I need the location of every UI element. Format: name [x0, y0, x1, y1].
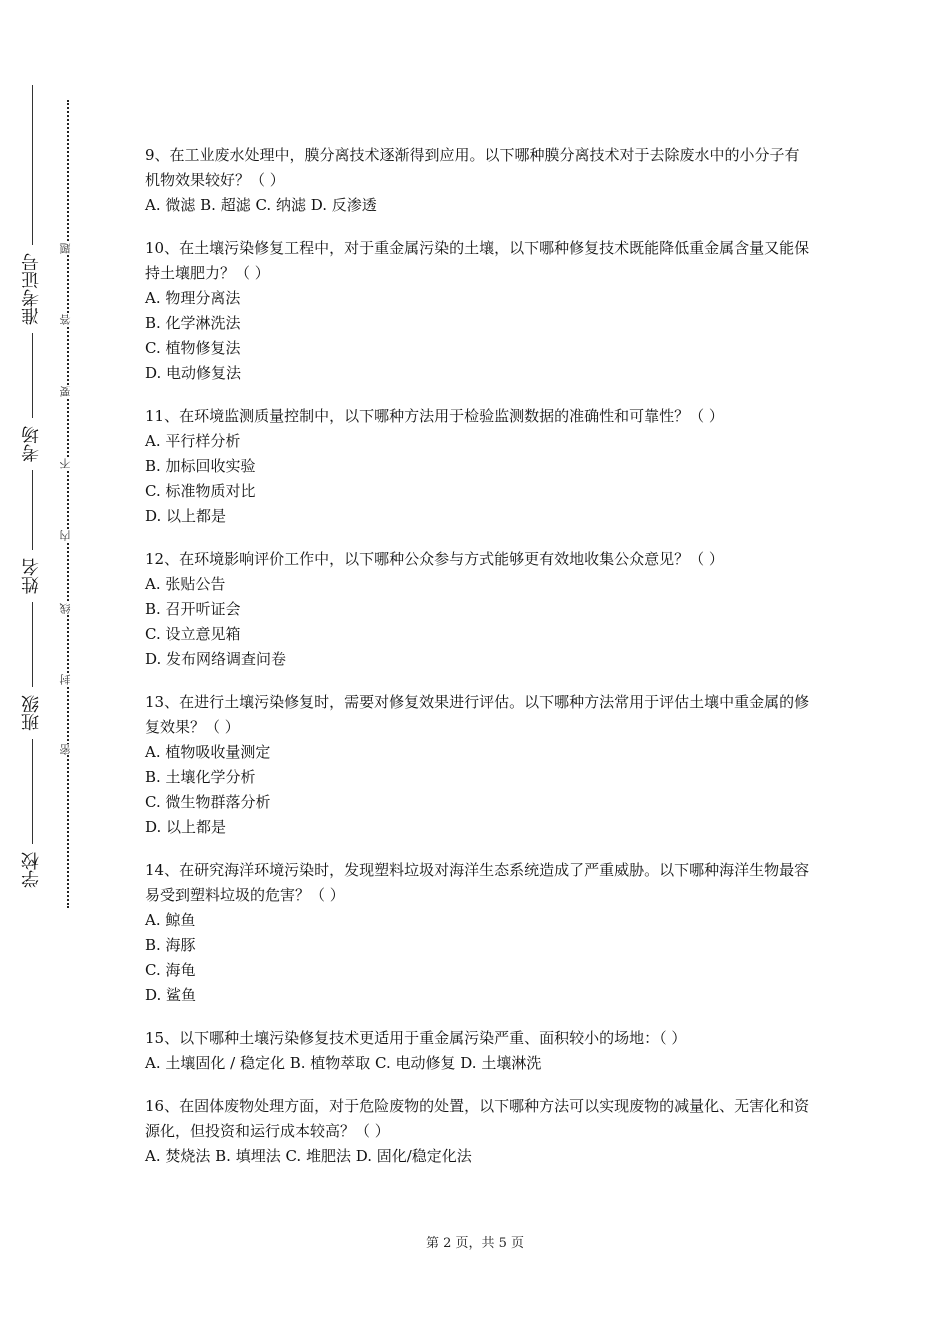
question-text: 10、在土壤污染修复工程中，对于重金属污染的土壤，以下哪种修复技术既能降低重金属含量又能保持土壤肥力？（ ） — [145, 239, 810, 282]
binding-line — [32, 333, 33, 418]
binding-line — [32, 470, 33, 550]
option-c: C. 植物修复法 — [145, 339, 241, 357]
seal-char: 题 — [59, 243, 77, 254]
option-d: D. 鲨鱼 — [145, 986, 197, 1004]
question-11 — [145, 404, 813, 529]
option-b: B. 海豚 — [145, 936, 196, 954]
option-a: A. 张贴公告 — [145, 575, 226, 593]
question-text: 11、在环境监测质量控制中，以下哪种方法用于检验监测数据的准确性和可靠性？（ ） — [145, 407, 724, 425]
question-12 — [145, 547, 813, 672]
option-c: C. 微生物群落分析 — [145, 793, 271, 811]
question-options: A. 微滤 B. 超滤 C. 纳滤 D. 反渗透 — [145, 196, 377, 214]
question-options: A. 焚烧法 B. 填埋法 C. 堆肥法 D. 固化/稳定化法 — [145, 1147, 472, 1165]
option-b: B. 加标回收实验 — [145, 457, 256, 475]
class-label: 班级 — [21, 695, 42, 731]
option-d: D. 以上都是 — [145, 507, 227, 525]
exam-number-label: 准考证号 — [21, 253, 42, 325]
question-text: 13、在进行土壤污染修复时，需要对修复效果进行评估。以下哪种方法常用于评估土壤中重金属的修复效果？（ ） — [145, 693, 810, 736]
option-b: B. 土壤化学分析 — [145, 768, 256, 786]
question-14 — [145, 858, 813, 1008]
option-c: C. 设立意见箱 — [145, 625, 241, 643]
option-d: D. 发布网络调查问卷 — [145, 650, 287, 668]
binding-line — [32, 739, 33, 844]
question-list — [145, 143, 813, 1187]
seal-char: 内 — [59, 530, 77, 541]
option-d: D. 电动修复法 — [145, 364, 242, 382]
question-15 — [145, 1026, 813, 1076]
binding-line — [32, 602, 33, 687]
school-label: 学校 — [21, 852, 42, 888]
seal-char: 密 — [59, 744, 77, 755]
option-a: A. 平行样分析 — [145, 432, 241, 450]
option-c: C. 标准物质对比 — [145, 482, 256, 500]
exam-room-label: 考场 — [21, 426, 42, 462]
question-text: 12、在环境影响评价工作中，以下哪种公众参与方式能够更有效地收集公众意见？（ ） — [145, 550, 724, 568]
option-a: A. 植物吸收量测定 — [145, 743, 271, 761]
option-a: A. 物理分离法 — [145, 289, 241, 307]
question-options: A. 土壤固化 / 稳定化 B. 植物萃取 C. 电动修复 D. 土壤淋洗 — [145, 1054, 542, 1072]
seal-char: 答 — [59, 314, 77, 325]
binding-field-column — [14, 85, 50, 930]
seal-dotted-line — [67, 100, 69, 908]
option-a: A. 鲸鱼 — [145, 911, 196, 929]
option-b: B. 化学淋洗法 — [145, 314, 241, 332]
question-text: 14、在研究海洋环境污染时，发现塑料垃圾对海洋生态系统造成了严重威胁。以下哪种海洋生物最容易受到塑料垃圾的危害？（ ） — [145, 861, 810, 904]
question-10 — [145, 236, 813, 386]
student-name-label: 姓名 — [21, 558, 42, 594]
question-9 — [145, 143, 813, 218]
option-c: C. 海龟 — [145, 961, 196, 979]
page-number: 第 2 页，共 5 页 — [425, 1236, 525, 1251]
question-text: 16、在固体废物处理方面，对于危险废物的处置，以下哪种方法可以实现废物的减量化、无害化和资源化，但投资和运行成本较高？（ ） — [145, 1097, 810, 1140]
seal-char: 要 — [59, 386, 77, 397]
question-text: 15、以下哪种土壤污染修复技术更适用于重金属污染严重、面积较小的场地：（ ） — [145, 1029, 687, 1047]
seal-char: 线 — [59, 603, 77, 614]
option-d: D. 以上都是 — [145, 818, 227, 836]
option-b: B. 召开听证会 — [145, 600, 241, 618]
question-13 — [145, 690, 813, 840]
question-text: 9、在工业废水处理中，膜分离技术逐渐得到应用。以下哪种膜分离技术对于去除废水中的小分子有机物效果较好？（ ） — [145, 146, 800, 189]
seal-char: 不 — [59, 458, 77, 469]
seal-char: 封 — [59, 674, 77, 685]
question-16 — [145, 1094, 813, 1169]
binding-line — [32, 85, 33, 245]
